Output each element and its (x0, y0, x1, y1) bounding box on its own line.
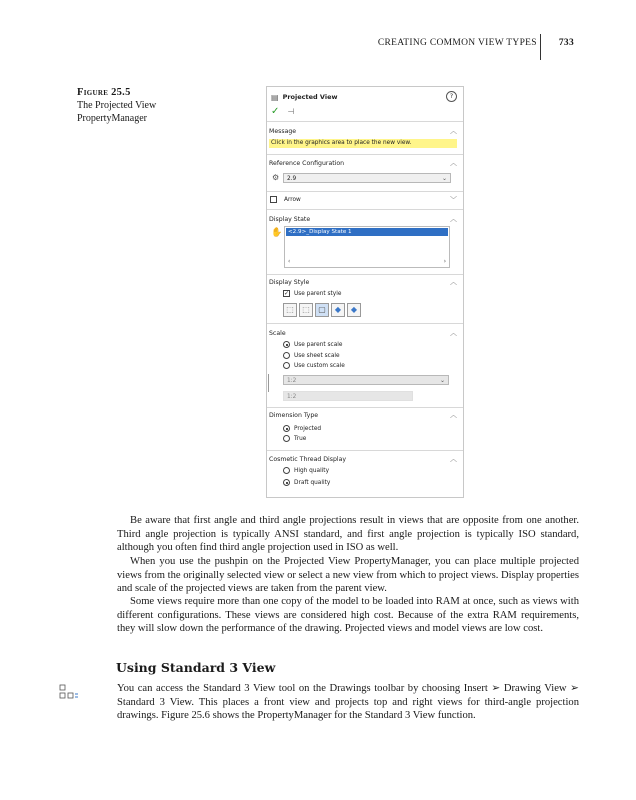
use-parent-style-label: Use parent style (294, 290, 342, 297)
high-quality-row[interactable] (283, 467, 329, 474)
projected-label: Projected (294, 425, 322, 432)
cosmetic-thread-label: Cosmetic Thread Display (269, 455, 347, 463)
display-state-label: Display State (269, 215, 311, 223)
figure-number: Figure 25.5 (77, 87, 131, 98)
collapse-chevron-icon[interactable]: ︿ (450, 278, 457, 286)
pm-actions (271, 106, 294, 117)
ok-checkmark-icon[interactable]: ✓ (271, 106, 280, 117)
message-section-header[interactable] (269, 126, 459, 136)
divider (267, 209, 463, 210)
draft-quality-row[interactable] (283, 479, 330, 486)
cosmetic-thread-header[interactable] (269, 454, 459, 464)
display-style-label: Display Style (269, 278, 310, 286)
projected-view-propertymanager (266, 86, 464, 498)
arrow-row[interactable] (270, 196, 301, 203)
draft-quality-label: Draft quality (294, 479, 331, 486)
divider (267, 274, 463, 275)
shaded-icon[interactable]: ◆ (347, 303, 361, 317)
use-custom-scale-row[interactable] (283, 362, 345, 369)
dimension-type-header[interactable] (269, 410, 459, 420)
pushpin-icon[interactable]: ⊣ (287, 107, 295, 116)
figure-caption (77, 86, 187, 125)
scale-indent-bar (268, 374, 269, 392)
page-number: 733 (558, 38, 574, 48)
paragraph-2: When you use the pushpin on the Projected View PropertyManager, you can place multiple projected views from the originally selected view or select a new view from which to project views. Display properties and scale of the projected views are taken from the parent view. (117, 556, 579, 595)
divider (267, 450, 463, 451)
horizontal-scrollbar[interactable] (286, 258, 448, 266)
display-state-list[interactable] (284, 226, 450, 268)
running-header-title: CREATING COMMON VIEW TYPES (377, 38, 537, 48)
display-style-buttons (283, 303, 361, 317)
pm-header (271, 91, 459, 103)
custom-scale-input[interactable] (283, 391, 413, 401)
use-sheet-scale-row[interactable] (283, 352, 340, 359)
message-text: Click in the graphics area to place the new view. (269, 139, 457, 148)
true-label: True (294, 435, 307, 442)
expand-chevron-icon[interactable]: ﹀ (450, 196, 457, 204)
collapse-chevron-icon[interactable]: ︿ (450, 329, 457, 337)
use-sheet-scale-label: Use sheet scale (294, 352, 340, 359)
configuration-icon: ⚙ (272, 173, 280, 182)
true-row[interactable] (283, 435, 306, 442)
scale-header[interactable] (269, 328, 459, 338)
collapse-chevron-icon[interactable]: ︿ (450, 411, 457, 419)
divider (267, 191, 463, 192)
projected-view-icon: ▤ (271, 92, 279, 102)
reference-configuration-select[interactable] (283, 173, 451, 183)
divider (267, 323, 463, 324)
use-custom-scale-radio[interactable] (283, 362, 290, 369)
pm-title: Projected View (282, 93, 338, 101)
use-custom-scale-label: Use custom scale (294, 362, 345, 369)
reference-configuration-header[interactable] (269, 158, 459, 168)
display-state-header[interactable] (269, 214, 459, 224)
figure-caption-text: The Projected View PropertyManager (77, 100, 157, 124)
use-parent-scale-radio[interactable] (283, 341, 290, 348)
use-parent-scale-label: Use parent scale (294, 341, 343, 348)
reference-configuration-label: Reference Configuration (269, 159, 345, 167)
message-label: Message (269, 127, 297, 135)
custom-scale-combo-value: 1:2 (287, 378, 297, 384)
custom-scale-select[interactable] (283, 375, 449, 385)
projected-row[interactable] (283, 425, 321, 432)
dropdown-chevron-icon: ⌄ (441, 175, 447, 182)
hidden-lines-visible-icon[interactable]: ⬚ (299, 303, 313, 317)
use-sheet-scale-radio[interactable] (283, 352, 290, 359)
reference-configuration-value: 2.9 (287, 176, 297, 182)
paragraph-1: Be aware that first angle and third angle projections result in views that are opposite from one another. Third angle projection is typically ANSI standard, and first angle projection is typically ISO standard, although you often find third angle projection used in ISO as well. (117, 515, 579, 554)
divider (267, 407, 463, 408)
help-icon[interactable]: ? (446, 91, 457, 102)
display-style-header[interactable] (269, 277, 459, 287)
collapse-chevron-icon[interactable]: ︿ (450, 215, 457, 223)
true-radio[interactable] (283, 435, 290, 442)
display-state-hand-icon: ✋ (271, 228, 283, 238)
use-parent-style-row[interactable] (283, 290, 341, 297)
divider (267, 154, 463, 155)
hidden-lines-removed-icon[interactable]: ▢ (315, 303, 329, 317)
dropdown-chevron-icon: ⌄ (439, 377, 445, 384)
scroll-right-icon[interactable]: › (443, 258, 446, 265)
collapse-chevron-icon[interactable]: ︿ (450, 127, 457, 135)
arrow-label: Arrow (284, 196, 301, 203)
collapse-chevron-icon[interactable]: ︿ (450, 159, 457, 167)
projected-radio[interactable] (283, 425, 290, 432)
display-state-item[interactable]: <2.9>_Display State 1 (286, 228, 448, 236)
scroll-left-icon[interactable]: ‹ (288, 258, 291, 265)
wireframe-icon[interactable]: ⬚ (283, 303, 297, 317)
high-quality-radio[interactable] (283, 467, 290, 474)
use-parent-style-checkbox[interactable]: ✓ (284, 290, 290, 297)
running-header (378, 38, 574, 48)
header-divider (540, 34, 541, 60)
section-heading: Using Standard 3 View (116, 660, 276, 675)
standard-3-view-icon (59, 684, 79, 700)
custom-scale-input-value: 1:2 (287, 394, 297, 400)
collapse-chevron-icon[interactable]: ︿ (450, 455, 457, 463)
dimension-type-label: Dimension Type (269, 411, 319, 419)
high-quality-label: High quality (294, 467, 329, 474)
draft-quality-radio[interactable] (283, 479, 290, 486)
paragraph-4: You can access the Standard 3 View tool on the Drawings toolbar by choosing Insert ➢ Drawing View ➢ Standard 3 View. This places a front view and projects top and right views for third-angle projection drawings. Figure 25.6 shows the PropertyManager for the Standard 3 View function. (117, 683, 579, 722)
use-parent-scale-row[interactable] (283, 341, 342, 348)
divider (267, 121, 463, 122)
arrow-checkbox[interactable] (270, 196, 277, 203)
scale-label: Scale (269, 329, 286, 337)
paragraph-3: Some views require more than one copy of the model to be loaded into RAM at once, such as views with different configurations. These views are considered high cost. Because of the extra RAM requirements, they will slow down the performance of the drawing. Projected views and model views are low cost. (117, 596, 579, 635)
shaded-with-edges-icon[interactable]: ◆ (331, 303, 345, 317)
